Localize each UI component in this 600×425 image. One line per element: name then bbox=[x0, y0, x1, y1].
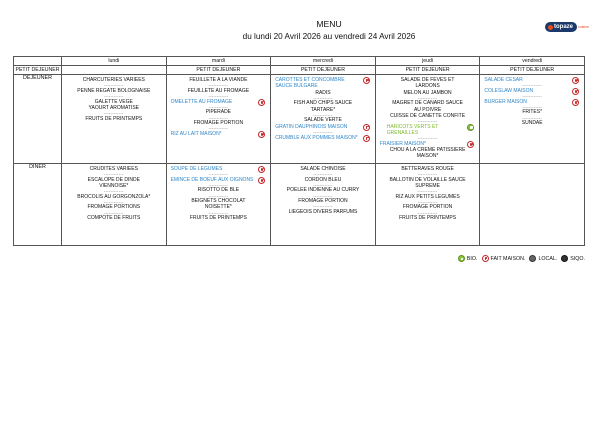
menu-item-text: CHARCUTERIES VARIEES bbox=[82, 77, 145, 83]
petit-dejeuner-cell: PETIT DEJEUNER bbox=[480, 66, 585, 75]
menu-separator: ------------ bbox=[208, 125, 229, 131]
menu-separator: ------------ bbox=[417, 209, 438, 215]
menu-item bbox=[271, 124, 375, 130]
menu-item bbox=[376, 204, 480, 210]
menu-item bbox=[271, 100, 375, 113]
menu-item-text: ESCALOPE DE DINDE VIENNOISE* bbox=[87, 176, 140, 189]
dejeuner-cell-mardi bbox=[166, 75, 271, 164]
menu-item-text: FROMAGE PORTION bbox=[298, 198, 348, 205]
legend-siqo bbox=[561, 255, 585, 262]
menu-item-text: FEUILLETE AU FROMAGE bbox=[187, 87, 250, 94]
menu-item bbox=[376, 77, 480, 90]
legend-bio bbox=[458, 255, 478, 262]
menu-item-text: BEIGNETS CHOCOLAT NOISETTE* bbox=[191, 198, 246, 211]
menu-item bbox=[376, 124, 480, 137]
menu-item bbox=[376, 177, 480, 190]
menu-item-text: COLESLAW MAISON bbox=[484, 87, 534, 94]
topaze-logo bbox=[545, 22, 589, 32]
menu-item bbox=[480, 109, 584, 115]
menu-separator: ------------ bbox=[104, 82, 124, 88]
menu-separator: ------------ bbox=[522, 114, 542, 120]
menu-item-text: EMINCE DE BOEUF AUX OIGNONS bbox=[170, 176, 254, 183]
logo-pill bbox=[545, 22, 577, 32]
dejeuner-row bbox=[14, 75, 585, 164]
diner-cell-mardi bbox=[166, 163, 271, 245]
chef-hat-icon bbox=[572, 99, 579, 106]
menu-item bbox=[480, 99, 584, 105]
menu-item bbox=[376, 147, 480, 160]
menu-item bbox=[376, 90, 480, 96]
diner-label: DINER bbox=[14, 163, 62, 245]
day-header-lundi: lundi bbox=[62, 57, 167, 66]
legend-local-label: LOCAL. bbox=[538, 255, 558, 262]
menu-item-text: FRUITS DE PRINTEMPS bbox=[399, 215, 457, 222]
menu-item-text: GALETTE VEGE bbox=[94, 98, 133, 105]
menu-item bbox=[271, 209, 375, 215]
chef-hat-icon bbox=[258, 131, 265, 138]
menu-item bbox=[480, 88, 584, 94]
menu-item-text: CAROTTES ET CONCOMBRE SAUCE BULGARE bbox=[275, 77, 345, 90]
menu-separator: ------------ bbox=[104, 209, 124, 215]
menu-separator: ------------ bbox=[313, 203, 333, 209]
legend-bio-label: BIO. bbox=[466, 255, 478, 262]
menu-item bbox=[167, 120, 271, 126]
menu-item-text: BURGER MAISON bbox=[484, 98, 527, 105]
menu-item bbox=[167, 131, 271, 137]
menu-separator: ------------ bbox=[313, 192, 333, 198]
menu-item bbox=[62, 105, 166, 111]
menu-item bbox=[376, 215, 480, 221]
menu-item bbox=[62, 215, 166, 221]
menu-item-text: FRAISIER MAISON* bbox=[379, 140, 426, 147]
menu-separator: ------------ bbox=[104, 188, 124, 194]
menu-item bbox=[271, 187, 375, 193]
menu-item bbox=[271, 135, 375, 141]
menu-item-text: FRUITS DE PRINTEMPS bbox=[189, 215, 247, 222]
menu-separator: ------------ bbox=[208, 171, 229, 177]
dejeuner-cell-vendredi bbox=[480, 75, 585, 164]
diner-row bbox=[14, 163, 585, 245]
dejeuner-label: DEJEUNER bbox=[14, 75, 62, 164]
menu-item-text: BETTERAVES ROUGE bbox=[401, 165, 454, 172]
menu-separator: ------------ bbox=[417, 135, 438, 141]
menu-item bbox=[167, 187, 271, 193]
menu-date-range: du lundi 20 Avril 2026 au vendredi 24 Avril 2026 bbox=[242, 32, 416, 41]
menu-item bbox=[167, 177, 271, 183]
day-header-vendredi: vendredi bbox=[480, 57, 585, 66]
menu-item-text: BROCOLIS AU GORGONZOLA* bbox=[77, 193, 151, 200]
dejeuner-cell-mercredi bbox=[271, 75, 376, 164]
petit-dejeuner-cell: PETIT DEJEUNER bbox=[375, 66, 480, 75]
menu-separator: ------------ bbox=[208, 209, 229, 215]
petit-dejeuner-row bbox=[14, 66, 585, 75]
menu-item-text: GRATIN DAUPHINOIS MAISON bbox=[275, 123, 348, 130]
menu-item-text: YAOURT AROMATISE bbox=[88, 104, 140, 111]
menu-separator: ------------ bbox=[208, 93, 229, 99]
chef-hat-icon bbox=[572, 77, 579, 84]
chef-hat-icon bbox=[258, 166, 265, 173]
menu-item-text: SALADE CHINOISE bbox=[300, 165, 346, 172]
menu-item bbox=[62, 116, 166, 122]
menu-separator: ------------ bbox=[208, 181, 229, 187]
menu-item-text: MELON AU JAMBON bbox=[403, 89, 452, 96]
menu-item-text: FRUITS DE PRINTEMPS bbox=[85, 115, 143, 122]
petit-dejeuner-cell bbox=[62, 66, 167, 75]
menu-separator: ------------ bbox=[104, 110, 124, 116]
menu-item bbox=[480, 77, 584, 83]
menu-item-text: SUNDAE bbox=[521, 120, 543, 127]
corner-cell bbox=[14, 57, 62, 66]
menu-item bbox=[62, 177, 166, 190]
menu-item-text: FROMAGE PORTIONS bbox=[87, 204, 141, 211]
menu-item bbox=[62, 166, 166, 172]
menu-item bbox=[376, 194, 480, 200]
menu-item-text: POELEE INDIENNE AU CURRY bbox=[286, 187, 360, 194]
menu-item bbox=[167, 77, 271, 83]
menu-item-text: FISH AND CHIPS SAUCE TARTARE* bbox=[293, 100, 353, 113]
legend-fait-maison bbox=[482, 255, 526, 262]
menu-item-text: BALLOTIN DE VOLAILLE SAUCE SUPREME bbox=[389, 176, 466, 189]
menu-item-text: SALADE DE FEVES ET LARDONS bbox=[400, 77, 455, 90]
menu-item-text: CRUMBLE AUX POMMES MAISON* bbox=[275, 134, 358, 141]
menu-separator: ------------ bbox=[522, 93, 542, 99]
menu-item-text: OMELETTE AU FROMAGE bbox=[170, 98, 233, 105]
logo-tag: cuisine bbox=[578, 25, 589, 29]
menu-item-text: PENNE REGATE BOLOGNAISE bbox=[77, 87, 151, 94]
chef-hat-icon bbox=[363, 135, 370, 142]
menu-item-text: FRITES* bbox=[522, 109, 543, 116]
dejeuner-cell-lundi bbox=[62, 75, 167, 164]
menu-item bbox=[62, 77, 166, 83]
menu-item bbox=[271, 90, 375, 96]
menu-item bbox=[480, 120, 584, 126]
menu-separator: ------------ bbox=[417, 118, 438, 124]
petit-dejeuner-cell: PETIT DEJEUNER bbox=[271, 66, 376, 75]
menu-item-text: FEUILLETE A LA VIANDE bbox=[189, 77, 248, 83]
menu-separator: ------------ bbox=[417, 198, 438, 204]
chef-hat-icon bbox=[258, 177, 265, 184]
legend-fait-maison-label: FAIT MAISON. bbox=[490, 255, 526, 262]
menu-item bbox=[271, 166, 375, 172]
diner-cell-lundi bbox=[62, 163, 167, 245]
menu-separator: ------------ bbox=[313, 129, 333, 135]
menu-item-text: LIEGEOIS DIVERS PARFUMS bbox=[288, 208, 358, 215]
menu-separator: ------------ bbox=[417, 94, 438, 100]
petit-dejeuner-cell: PETIT DEJEUNER bbox=[166, 66, 271, 75]
menu-item-text: RIZ AU LAIT MAISON* bbox=[170, 130, 222, 137]
day-header-mercredi: mercredi bbox=[271, 57, 376, 66]
menu-item bbox=[167, 88, 271, 94]
day-header-jeudi: jeudi bbox=[375, 57, 480, 66]
menu-table bbox=[13, 56, 585, 246]
menu-separator: ------------ bbox=[522, 82, 542, 88]
menu-separator: ------------ bbox=[313, 171, 333, 177]
menu-item-text: SALADE CESAR bbox=[484, 77, 523, 83]
menu-item bbox=[167, 198, 271, 211]
menu-item bbox=[271, 198, 375, 204]
menu-item bbox=[62, 88, 166, 94]
menu-item bbox=[62, 194, 166, 200]
chef-hat-icon bbox=[572, 88, 579, 95]
menu-separator: ------------ bbox=[522, 103, 542, 109]
menu-item bbox=[376, 100, 480, 113]
menu-item bbox=[271, 77, 375, 90]
day-header-mardi: mardi bbox=[166, 57, 271, 66]
menu-item bbox=[167, 166, 271, 172]
menu-separator: ------------ bbox=[417, 188, 438, 194]
menu-item-text: RIZ AUX PETITS LEGUMES bbox=[395, 193, 460, 200]
menu-item-text: HARICOTS VERTS ET GRENAILLES bbox=[386, 123, 439, 137]
menu-item bbox=[376, 113, 480, 119]
menu-item-text: MAGRET DE CANARD SAUCE AU POIVRE bbox=[392, 100, 463, 113]
logo-text: topaze bbox=[554, 24, 574, 30]
menu-separator: ------------ bbox=[208, 114, 229, 120]
logo-dot-icon bbox=[548, 25, 553, 30]
chef-hat-icon bbox=[482, 255, 489, 262]
menu-item bbox=[167, 99, 271, 105]
menu-item-text: SALADE VERTE bbox=[304, 117, 342, 124]
menu-item-text: FROMAGE PORTION bbox=[193, 120, 244, 127]
menu-separator: ------------ bbox=[313, 94, 333, 100]
menu-separator: ------------ bbox=[104, 171, 124, 177]
menu-item bbox=[62, 204, 166, 210]
menu-separator: ------------ bbox=[417, 171, 438, 177]
petit-dejeuner-label: PETIT DEJEUNER bbox=[15, 67, 60, 73]
bio-icon bbox=[458, 255, 465, 262]
menu-separator: ------------ bbox=[208, 192, 229, 198]
menu-separator: ------------ bbox=[104, 198, 124, 204]
menu-item bbox=[167, 109, 271, 115]
menu-separator: ------------ bbox=[104, 93, 124, 99]
menu-item-text: CHOU A LA CREME PATISSIERE MAISON* bbox=[389, 147, 466, 160]
menu-item-text: CRUDITES VARIEES bbox=[89, 165, 138, 172]
legend-siqo-label: SIQO. bbox=[570, 255, 585, 262]
chef-hat-icon bbox=[363, 124, 370, 131]
legend bbox=[458, 255, 585, 262]
diner-cell-mercredi bbox=[271, 163, 376, 245]
menu-item-text: CUISSE DE CANETTE CONFITE bbox=[390, 112, 466, 119]
legend-local bbox=[529, 255, 557, 262]
diner-cell-jeudi bbox=[375, 163, 480, 245]
menu-title: MENU bbox=[316, 19, 342, 29]
day-header-row bbox=[14, 57, 585, 66]
menu-item bbox=[167, 215, 271, 221]
menu-item-text: COMPOTE DE FRUITS bbox=[87, 215, 141, 222]
menu-item-text: RADIS bbox=[315, 89, 331, 96]
local-icon bbox=[529, 255, 536, 262]
menu-item-text: SOUPE DE LEGUMES bbox=[170, 165, 223, 172]
menu-item bbox=[376, 166, 480, 172]
menu-item bbox=[271, 177, 375, 183]
bio-icon bbox=[467, 124, 474, 131]
menu-separator: ------------ bbox=[208, 103, 229, 109]
diner-cell-vendredi bbox=[480, 163, 585, 245]
menu-item-text: PIPERADE bbox=[205, 109, 232, 116]
menu-item-text: FROMAGE PORTION bbox=[402, 204, 453, 211]
chef-hat-icon bbox=[363, 77, 370, 84]
menu-item-text: CORDON BLEU bbox=[304, 176, 342, 183]
menu-separator: ------------ bbox=[208, 82, 229, 88]
dejeuner-cell-jeudi bbox=[375, 75, 480, 164]
menu-separator: ------------ bbox=[313, 111, 333, 117]
chef-hat-icon bbox=[258, 99, 265, 106]
siqo-icon bbox=[561, 255, 568, 262]
menu-separator: ------------ bbox=[313, 181, 333, 187]
menu-item-text: RISOTTO DE BLE bbox=[197, 187, 240, 194]
